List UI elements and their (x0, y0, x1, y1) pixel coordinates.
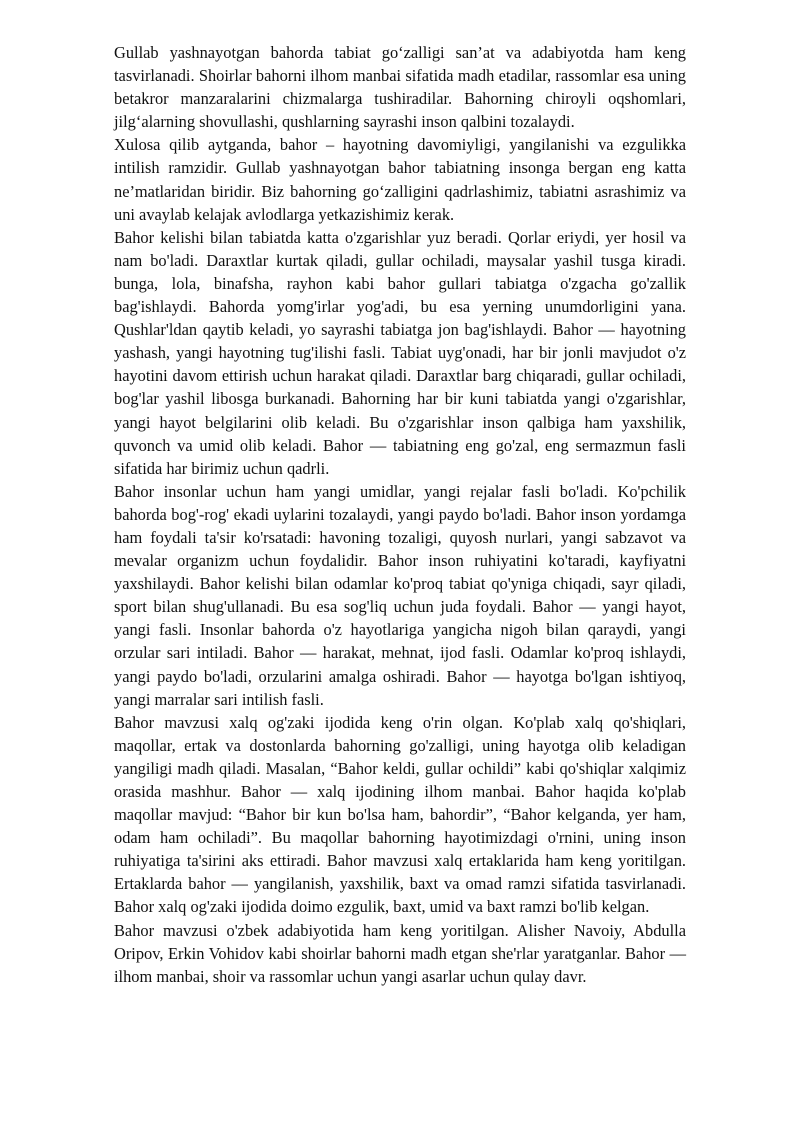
paragraph-4: Bahor insonlar uchun ham yangi umidlar, yangi rejalar fasli bo'ladi. Ko'pchilik bahorda bog'-rog' ekadi uylarini tozalaydi, yangi paydo bo'ladi. Bahor inson yordamga ham foydali ta'sir ko'rsatadi: havoning tozaligi, quyosh nurlari, yangi sabzavot va mevalar organizm uchun foydalidir. Bahor inson ruhiyatini ko'taradi, kayfiyatni yaxshilaydi. Bahor kelishi bilan odamlar ko'proq tabiat qo'yniga chiqadi, sayr qiladi, sport bilan shug'ullanadi. Bu esa sog'liq uchun juda foydali. Bahor — yangi hayot, yangi fasli. Insonlar bahorda o'z hayotlariga yangicha nigoh bilan qaraydi, yangi orzular sari intiladi. Bahor — harakat, mehnat, ijod fasli. Odamlar ko'proq ishlaydi, yangi paydo bo'ladi, orzularini amalga oshiradi. Bahor — hayotga bo'lgan ishtiyoq, yangi marralar sari intilish fasli. (114, 481, 686, 709)
paragraph-6: Bahor mavzusi o'zbek adabiyotida ham keng yoritilgan. Alisher Navoiy, Abdulla Oripov, Erkin Vohidov kabi shoirlar bahorni madh etgan she'rlar yaratganlar. Bahor — ilhom manbai, shoir va rassomlar uchun yangi asarlar uchun qulay davr. (114, 920, 686, 986)
paragraph-1: Gullab yashnayotgan bahorda tabiat go‘zalligi san’at va adabiyotda ham keng tasvirlanadi. Shoirlar bahorni ilhom manbai sifatida madh etadilar, rassomlar esa uning betakror manzaralarini chizmalarga tushiradilar. Bahorning chiroyli oqshomlari, jilg‘alarning shovullashi, qushlarning sayrashi inson qalbini tozalaydi. (114, 43, 686, 132)
paragraph-5: Bahor mavzusi xalq og'zaki ijodida keng o'rin olgan. Ko'plab xalq qo'shiqlari, maqollar, ertak va dostonlarda bahorning go'zalligi, uning hayotga olib keladigan yangiligi madh qiladi. Masalan, “Bahor keldi, gullar ochildi” kabi qo'shiqlar xalqimiz orasida mashhur. Bahor — xalq ijodining ilhom manbai. Bahor haqida ko'plab maqollar mavjud: “Bahor bir kun bo'lsa ham, bahordir”, “Bahor kelganda, yer ham, odam ham ochiladi”. Bu maqollar bahorning hayotimizdagi o'rnini, uning inson ruhiyatiga ta'sirini aks ettiradi. Bahor mavzusi xalq ertaklarida ham keng yoritilgan. Ertaklarda bahor — yangilanish, yaxshilik, baxt va omad ramzi sifatida tasvirlanadi. Bahor xalq og'zaki ijodida doimo ezgulik, baxt, umid va baxt ramzi bo'lib kelgan. (114, 712, 686, 917)
document-page (114, 41, 686, 988)
paragraph-2: Xulosa qilib aytganda, bahor – hayotning davomiyligi, yangilanishi va ezgulikka intilish ramzidir. Gullab yashnayotgan bahor tabiatning insonga bergan eng katta ne’matlaridan biridir. Biz bahorning go‘zalligini qadrlashimiz, tabiatni asrashimiz va uni avaylab kelajak avlodlarga yetkazishimiz kerak. (114, 135, 686, 224)
paragraph-3: Bahor kelishi bilan tabiatda katta o'zgarishlar yuz beradi. Qorlar eriydi, yer hosil va nam bo'ladi. Daraxtlar kurtak qiladi, gullar ochiladi, maysalar yashil tusga kiradi. bunga, lola, binafsha, rayhon kabi bahor gullari tabiatga o'zgacha go'zallik bag'ishlaydi. Bahorda yomg'irlar yog'adi, bu esa yerning unumdorligini yana. Qushlar'ldan qaytib keladi, yo sayrashi tabiatga jon bag'ishlaydi. Bahor — hayotning yashash, yangi hayotning tug'ilishi fasli. Tabiat uyg'onadi, har bir jonli mavjudot o'z hayotini davom ettirish uchun harakat qiladi. Daraxtlar barg chiqaradi, gullar ochiladi, bog'lar yashil libosga burkanadi. Bahorning har bir kuni tabiatda yangi o'zgarishlar, yangi hayot belgilarini olib keladi. Bu o'zgarishlar inson qalbiga ham yaxshilik, quvonch va umid olib keladi. Bahor — tabiatning eng go'zal, eng sermazmun fasli sifatida har birimiz uchun qadrli. (114, 227, 686, 478)
